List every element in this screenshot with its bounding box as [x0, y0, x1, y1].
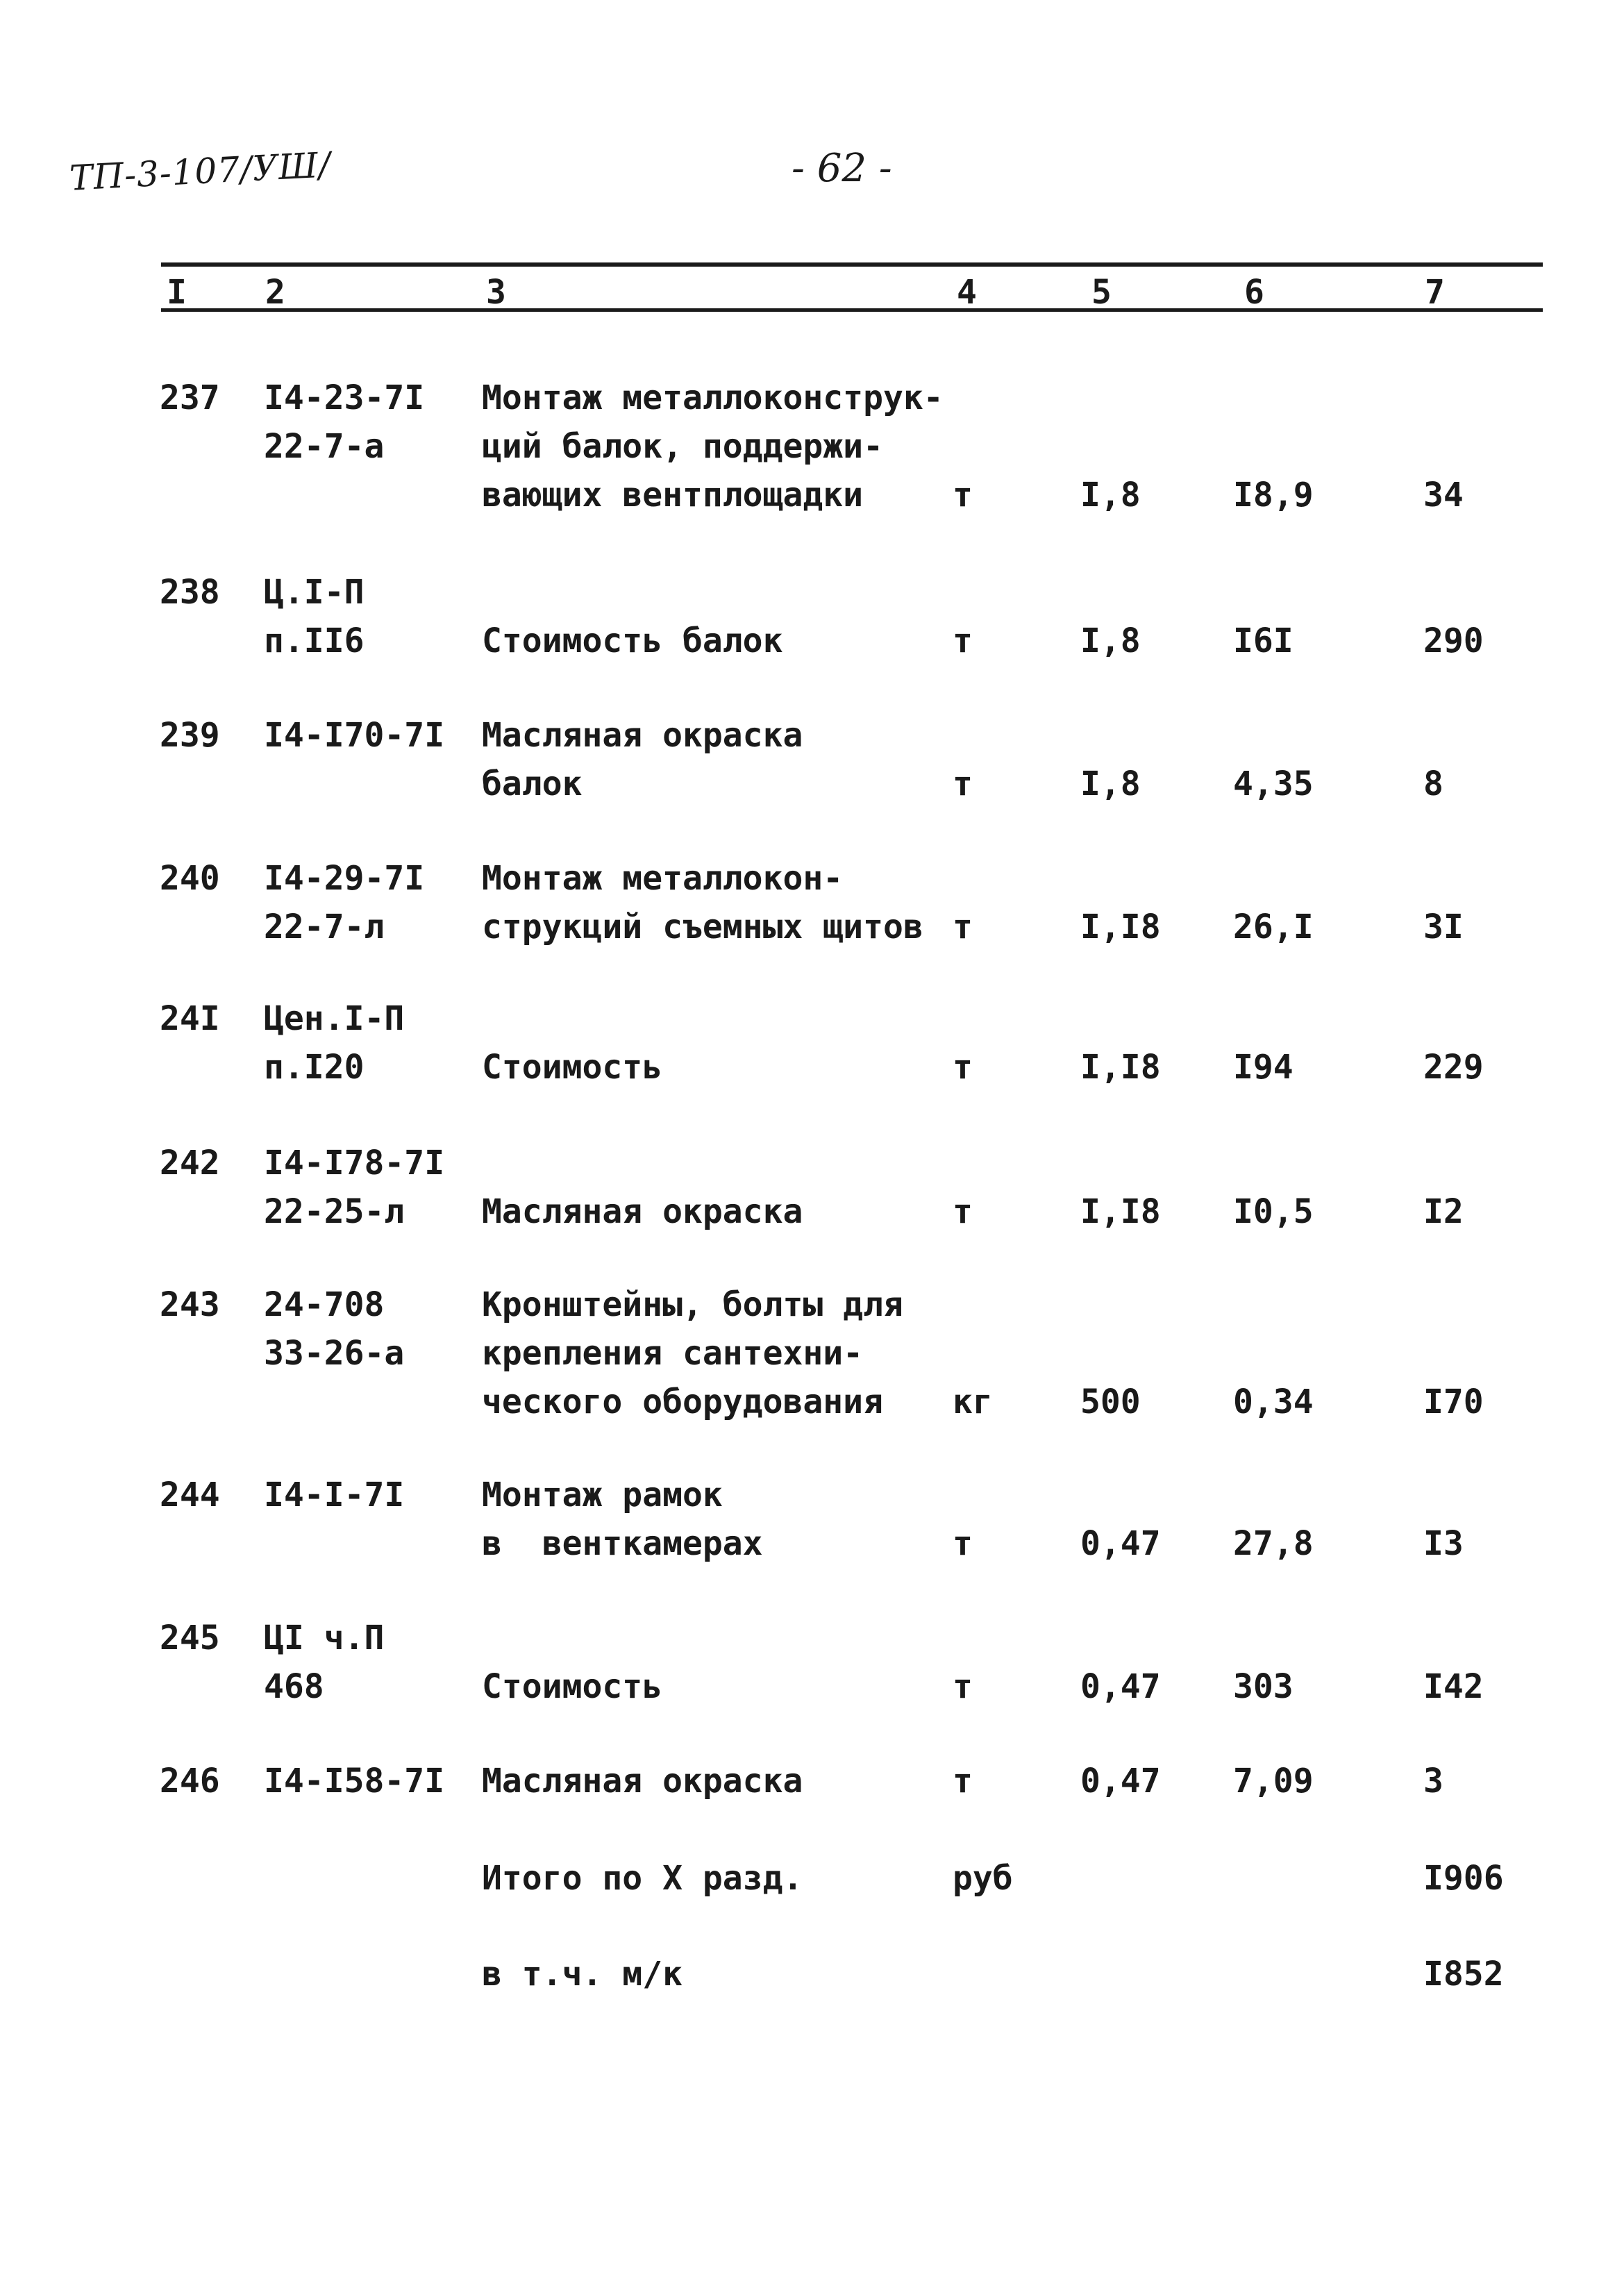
row-number: 238: [160, 573, 220, 612]
row-code: 22-7-а: [264, 427, 385, 466]
row-unit: т: [953, 908, 973, 946]
row-code: ЦI ч.П: [264, 1619, 385, 1657]
header-col-3: 3: [486, 273, 506, 312]
row-number: 243: [160, 1285, 220, 1324]
row-unit-price: 303: [1233, 1667, 1294, 1706]
row-unit-price: I94: [1233, 1048, 1294, 1087]
row-quantity: 0,47: [1080, 1667, 1161, 1706]
row-description: Масляная окраска: [482, 1762, 803, 1801]
row-code: I4-I78-7I: [264, 1144, 445, 1183]
row-code: 33-26-а: [264, 1334, 405, 1373]
row-quantity: I,8: [1080, 765, 1141, 803]
row-number: 242: [160, 1144, 220, 1183]
row-code: п.II6: [264, 621, 365, 660]
row-unit: т: [953, 1762, 973, 1801]
row-unit: т: [953, 476, 973, 515]
page-number: - 62 -: [792, 146, 892, 191]
row-unit: т: [953, 1192, 973, 1231]
row-total: I42: [1423, 1667, 1484, 1706]
row-number: 24I: [160, 999, 220, 1038]
row-description: крепления сантехни-: [482, 1334, 864, 1373]
row-total: 229: [1423, 1048, 1484, 1087]
row-code: 24-708: [264, 1285, 385, 1324]
header-col-2: 2: [265, 273, 285, 312]
row-code: I4-I70-7I: [264, 716, 445, 755]
row-code: 22-7-л: [264, 908, 385, 946]
row-description: Стоимость: [482, 1048, 663, 1087]
header-col-4: 4: [957, 273, 977, 312]
row-unit: т: [953, 621, 973, 660]
row-total: I70: [1423, 1383, 1484, 1421]
row-unit-price: I8,9: [1233, 476, 1314, 515]
row-unit-price: 27,8: [1233, 1524, 1314, 1563]
corner-code: ТП-3-107/УШ/: [68, 144, 333, 199]
row-number: 240: [160, 859, 220, 898]
row-description: Стоимость: [482, 1667, 663, 1706]
header-col-7: 7: [1425, 273, 1445, 312]
row-description: Масляная окраска: [482, 1192, 803, 1231]
row-number: 244: [160, 1476, 220, 1514]
row-total: 3I: [1423, 908, 1464, 946]
row-unit: кг: [953, 1383, 993, 1421]
row-unit: т: [953, 1667, 973, 1706]
row-unit: т: [953, 1524, 973, 1563]
row-unit-price: 26,I: [1233, 908, 1314, 946]
summary-unit: руб: [953, 1859, 1013, 1898]
summary-label: в т.ч. м/к: [482, 1955, 683, 1994]
row-description: балок: [482, 765, 583, 803]
row-code: I4-29-7I: [264, 859, 425, 898]
header-col-6: 6: [1244, 273, 1264, 312]
summary-label: Итого по X разд.: [482, 1859, 803, 1898]
row-description: Монтаж металлокон-: [482, 859, 844, 898]
row-total: 3: [1423, 1762, 1443, 1801]
row-code: Ц.I-П: [264, 573, 365, 612]
row-unit: т: [953, 1048, 973, 1087]
header-col-5: 5: [1091, 273, 1112, 312]
row-description: в венткамерах: [482, 1524, 763, 1563]
table-top-rule: [161, 262, 1543, 267]
row-total: I2: [1423, 1192, 1464, 1231]
row-description: Монтаж металлоконструк-: [482, 378, 944, 417]
row-description: ческого оборудования: [482, 1383, 883, 1421]
row-unit-price: 0,34: [1233, 1383, 1314, 1421]
row-code: 468: [264, 1667, 324, 1706]
row-description: Стоимость балок: [482, 621, 783, 660]
row-unit-price: I0,5: [1233, 1192, 1314, 1231]
row-code: 22-25-л: [264, 1192, 405, 1231]
row-total: 290: [1423, 621, 1484, 660]
row-quantity: I,I8: [1080, 908, 1161, 946]
row-quantity: 0,47: [1080, 1524, 1161, 1563]
row-unit-price: I6I: [1233, 621, 1294, 660]
row-quantity: 500: [1080, 1383, 1141, 1421]
row-unit: т: [953, 765, 973, 803]
header-col-1: I: [167, 273, 187, 312]
row-code: I4-I-7I: [264, 1476, 405, 1514]
row-description: струкций съемных щитов: [482, 908, 923, 946]
row-description: ций балок, поддержи-: [482, 427, 883, 466]
row-code: Цен.I-П: [264, 999, 405, 1038]
row-description: Монтаж рамок: [482, 1476, 723, 1514]
row-unit-price: 7,09: [1233, 1762, 1314, 1801]
row-description: Кронштейны, болты для: [482, 1285, 903, 1324]
row-quantity: I,I8: [1080, 1192, 1161, 1231]
table-header-rule: [161, 308, 1543, 312]
summary-total: I852: [1423, 1955, 1504, 1994]
row-number: 239: [160, 716, 220, 755]
row-quantity: I,8: [1080, 476, 1141, 515]
row-code: I4-23-7I: [264, 378, 425, 417]
row-code: I4-I58-7I: [264, 1762, 445, 1801]
row-code: п.I20: [264, 1048, 365, 1087]
row-number: 245: [160, 1619, 220, 1657]
row-total: 34: [1423, 476, 1464, 515]
row-quantity: 0,47: [1080, 1762, 1161, 1801]
row-total: 8: [1423, 765, 1443, 803]
row-description: вающих вентплощадки: [482, 476, 864, 515]
summary-total: I906: [1423, 1859, 1504, 1898]
row-quantity: I,8: [1080, 621, 1141, 660]
row-quantity: I,I8: [1080, 1048, 1161, 1087]
row-total: I3: [1423, 1524, 1464, 1563]
row-description: Масляная окраска: [482, 716, 803, 755]
row-number: 237: [160, 378, 220, 417]
row-unit-price: 4,35: [1233, 765, 1314, 803]
row-number: 246: [160, 1762, 220, 1801]
